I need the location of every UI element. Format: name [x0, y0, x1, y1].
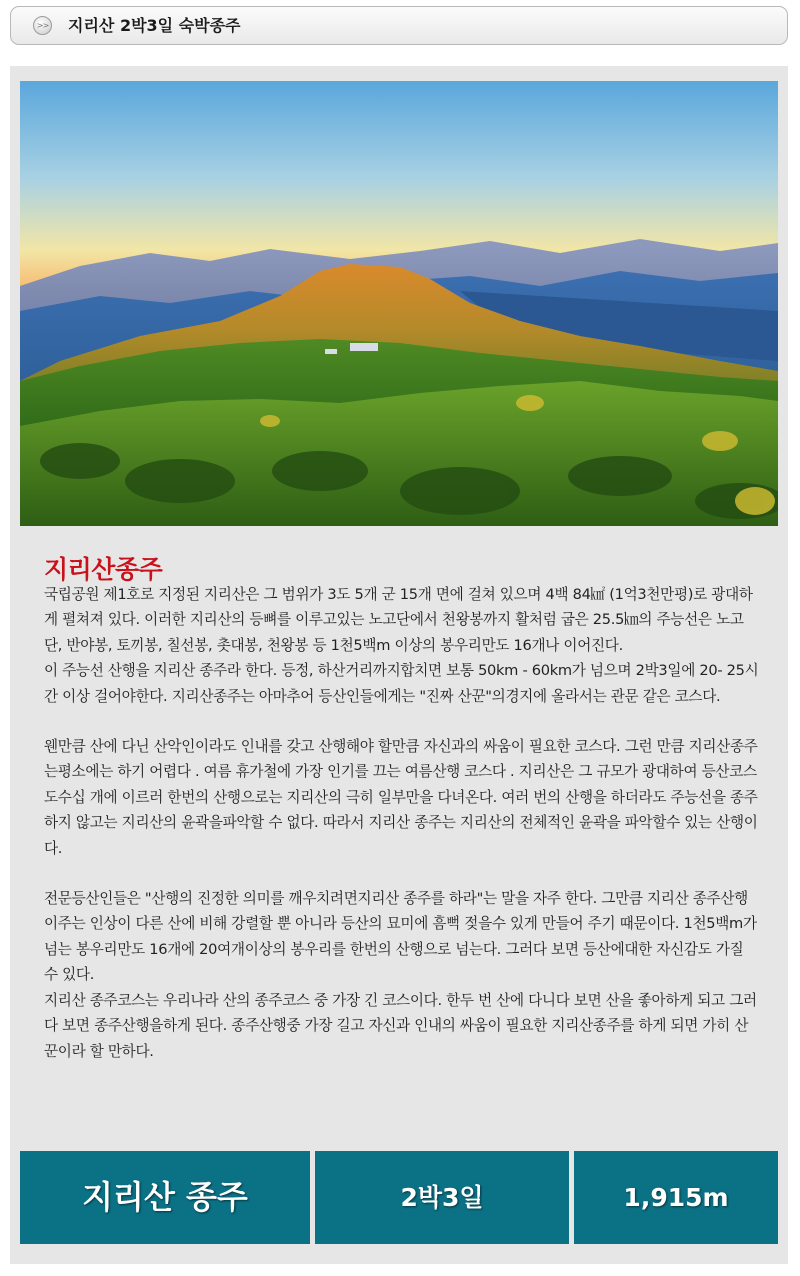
content-title: 지리산종주 — [44, 555, 163, 584]
paragraph: 이 주능선 산행을 지리산 종주라 한다. 등정, 하산거리까지합치면 보통 50km - 60km가 넘으며 2박3일에 20- 25시간 이상 걸어야한다. 지리산종주는 아마추어 등산인들에게는 "진짜 산꾼"의경지에 올라서는 관문 같은 코스다. — [44, 662, 759, 705]
paragraph: 국립공원 제1호로 지정된 지리산은 그 범위가 3도 5개 군 15개 면에 걸쳐 있으며 4백 84㎢ (1억3천만평)로 광대하게 펼쳐져 있다. 이러한 지리산의 등뼈를 이루고있는 노고단에서 천왕봉까지 활처럼 굽은 25.5㎞의 주능선은 노고단, 반야봉, 토끼봉, 칠선봉, 촛대봉, 천왕봉 등 1천5백m 이상의 봉우리만도 16개나 이어진다. — [44, 586, 753, 654]
stat-course-name: 지리산 종주 — [20, 1151, 310, 1244]
stat-duration: 2박3일 — [315, 1151, 569, 1244]
paragraph: 지리산 종주코스는 우리나라 산의 종주코스 중 가장 긴 코스이다. 한두 번 산에 다니다 보면 산을 좋아하게 되고 그러다 보면 종주산행을하게 된다. 종주산행중 가장 길고 자신과 인내의 싸움이 필요한 지리산종주를 하게 되면 가히 산꾼이라 할 만하다. — [44, 991, 757, 1060]
page-title: 지리산 2박3일 숙박종주 — [68, 16, 241, 35]
content-body — [44, 582, 760, 1064]
paragraph: 전문등산인들은 "산행의 진정한 의미를 깨우치려면지리산 종주를 하라"는 말을 자주 한다. 그만큼 지리산 종주산행이주는 인상이 다른 산에 비해 강렬할 뿐 아니라 등산의 묘미에 흠뻑 젖을수 있게 만들어 주기 때문이다. 1천5백m가 넘는 봉우리만도 16개에 20여개이상의 봉우리를 한번의 산행으로 넘는다. 그러다 보면 등산에대한 자신감도 가질 수 있다. — [44, 890, 757, 984]
paragraph: 웬만큼 산에 다닌 산악인이라도 인내를 갖고 산행해야 할만큼 자신과의 싸움이 필요한 코스다. 그런 만큼 지리산종주는평소에는 하기 어렵다 . 여름 휴가철에 가장 인기를 끄는 여름산행 코스다 . 지리산은 그 규모가 광대하여 등산코스도수십 개에 이르러 한번의 산행으로는 지리산의 극히 일부만을 다녀온다. 여러 번의 산행을 하더라도 주능선을 종주하지 않고는 지리산의 윤곽을파악할 수 없다. 따라서 지리산 종주는 지리산의 전체적인 윤곽을 파악할수 있는 산행이다. — [44, 738, 758, 857]
content-panel — [10, 66, 788, 1264]
hero-image — [20, 81, 778, 526]
stats-bar — [20, 1151, 778, 1244]
stat-elevation: 1,915m — [574, 1151, 778, 1244]
double-chevron-right-icon: >> — [33, 16, 52, 35]
page-header — [10, 6, 788, 45]
